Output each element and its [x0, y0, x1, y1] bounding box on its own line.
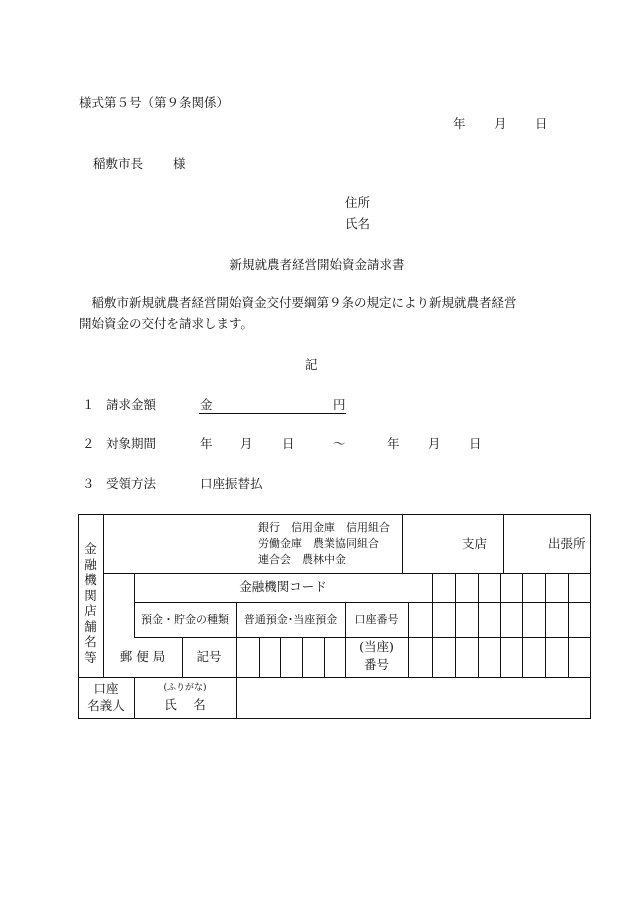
period-end-year: 年: [387, 436, 400, 451]
table-border-right: [590, 514, 591, 719]
account-holder-label-1: 口座: [93, 681, 119, 696]
date-year-label: 年: [453, 116, 466, 131]
addressee-honorific: 様: [173, 156, 186, 171]
institution-code-label: 金融機関コード: [239, 579, 327, 594]
table-rule: [259, 637, 260, 678]
side-label-char: 店: [84, 603, 97, 618]
side-label-char: 名: [84, 634, 97, 649]
side-label-char: 機: [84, 572, 97, 587]
address-label: 住所: [345, 195, 371, 210]
institution-side-label: [78, 541, 103, 665]
period-end-day: 日: [469, 436, 482, 451]
date-day-label: 日: [535, 116, 548, 131]
sub-office-label: 出張所: [548, 536, 586, 551]
branch-label: 支店: [462, 536, 488, 551]
bank-types-line-2: 労働金庫 農業協同組合: [258, 537, 379, 550]
body-line-2: 開始資金の交付を請求します。: [79, 316, 254, 331]
side-label-char: 等: [84, 649, 97, 665]
amount-yen: 円: [333, 397, 346, 412]
side-label-char: 金: [84, 541, 97, 556]
account-holder-label-2: 名義人: [87, 698, 125, 713]
item-3-number: ３: [82, 476, 95, 491]
item-1-number: １: [82, 397, 95, 412]
form-number: 様式第５号（第９条関係）: [79, 95, 230, 110]
table-rule: [500, 573, 501, 678]
period-end-month: 月: [428, 436, 441, 451]
item-1-label: 請求金額: [106, 397, 157, 412]
table-rule: [478, 573, 479, 678]
period-tilde: ～: [333, 436, 346, 451]
deposit-type-label: 預金・貯金の種類: [141, 613, 229, 626]
holder-name-label: 氏 名: [164, 697, 206, 712]
deposit-type-value: 普通預金･当座預金: [243, 613, 338, 626]
amount-underline: [199, 413, 346, 414]
current-account-label: (当座): [359, 639, 394, 654]
name-label: 氏名: [345, 216, 371, 231]
table-rule: [408, 602, 409, 678]
period-start-month: 月: [240, 436, 253, 451]
item-3-label: 受領方法: [106, 476, 157, 491]
account-number-label: 口座番号: [354, 613, 399, 626]
document-title: 新規就農者経営開始資金請求書: [229, 257, 405, 272]
side-label-char: 舗: [84, 618, 97, 634]
symbol-label: 記号: [196, 649, 222, 664]
item-2-number: ２: [82, 436, 95, 451]
body-line-1: 稲敷市新規就農者経営開始資金交付要綱第９条の規定により新規就農者経営: [79, 295, 517, 310]
table-rule: [402, 514, 403, 574]
table-rule: [545, 573, 546, 678]
current-account-number-label: 番号: [363, 657, 389, 672]
addressee-name: 稲敷市長: [93, 156, 144, 171]
table-rule: [455, 573, 456, 678]
period-start-year: 年: [200, 436, 213, 451]
table-rule: [280, 637, 281, 678]
ki-label: 記: [305, 357, 318, 372]
bank-types-line-3: 連合会 農林中金: [258, 553, 346, 566]
period-start-day: 日: [282, 436, 295, 451]
amount-kin: 金: [200, 397, 213, 412]
table-rule: [568, 573, 569, 678]
table-border-top: [78, 514, 591, 515]
table-rule: [302, 637, 303, 678]
table-rule: [503, 514, 504, 574]
table-border-bottom: [78, 718, 591, 719]
post-office-label: 郵 便 局: [119, 649, 166, 664]
table-rule: [324, 637, 325, 678]
side-label-char: 関: [84, 587, 97, 603]
side-label-char: 融: [84, 556, 97, 572]
date-month-label: 月: [494, 116, 507, 131]
table-rule: [103, 573, 590, 574]
item-2-label: 対象期間: [106, 436, 157, 451]
furigana-label: (ふりがな): [163, 683, 207, 693]
receipt-method-value: 口座振替払: [200, 476, 263, 491]
table-rule: [522, 573, 523, 678]
table-rule: [432, 573, 433, 678]
table-rule: [78, 677, 590, 678]
bank-types-line-1: 銀行 信用金庫 信用組合: [258, 521, 390, 534]
